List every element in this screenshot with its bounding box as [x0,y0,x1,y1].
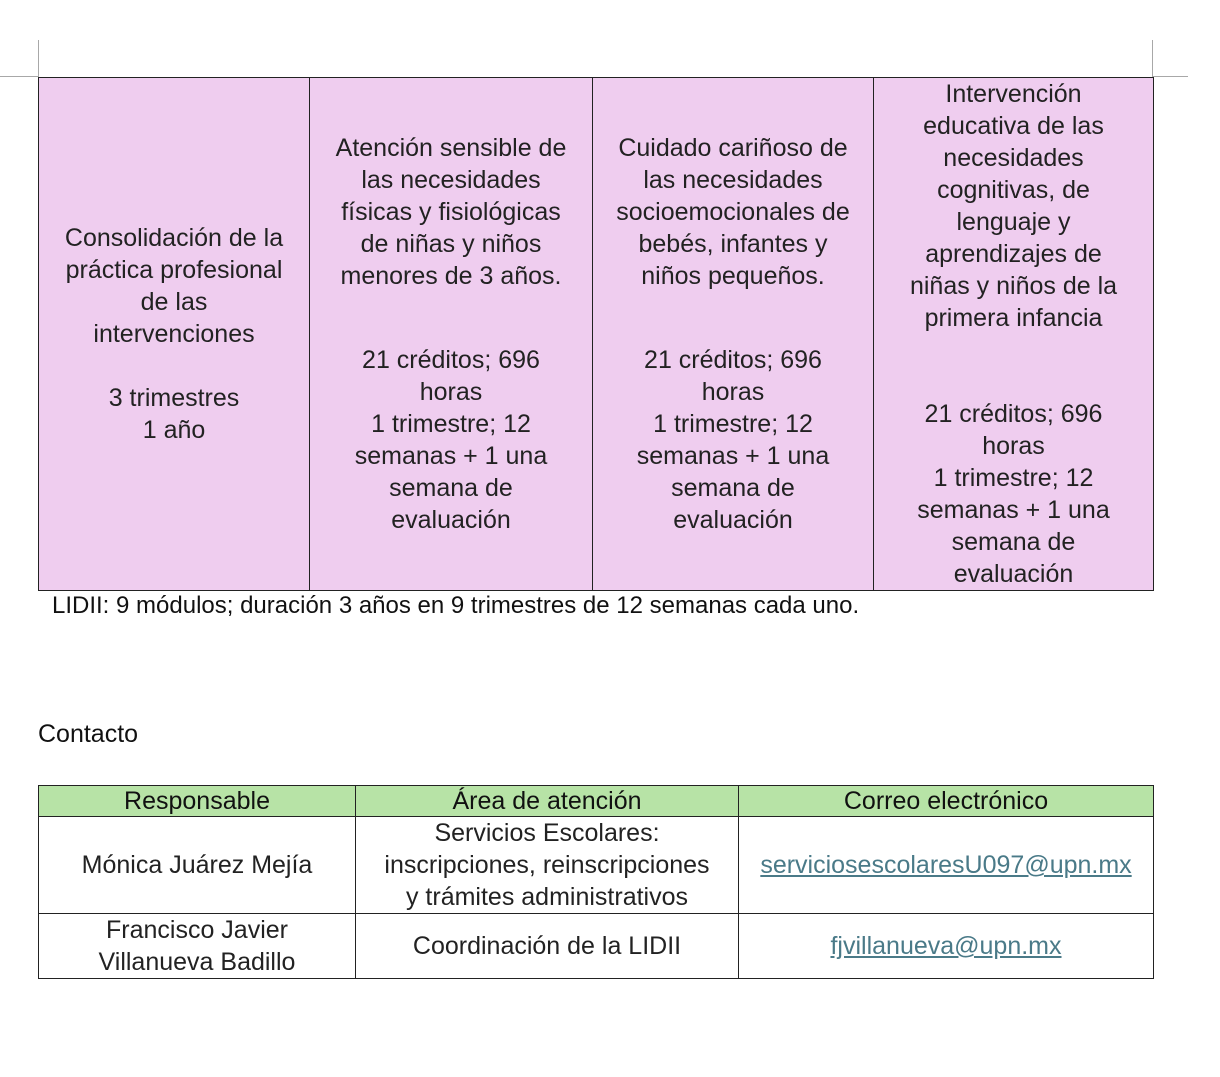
modules-row [39,78,1154,591]
column-header-email: Correo electrónico [739,786,1154,817]
module-title-line: de niñas y niños [360,230,542,258]
module-title-line: físicas y fisiológicas [341,198,561,226]
module-detail-line: 1 trimestre; 12 [653,410,813,438]
module-detail-line: 1 trimestre; 12 [371,410,531,438]
module-detail-line: horas [982,432,1045,460]
contact-name [39,914,356,979]
module-title-line: Intervención [945,80,1082,108]
contact-name-line: Mónica Juárez Mejía [81,851,313,879]
module-detail-line: 3 trimestres [108,384,240,412]
contact-email-cell [739,914,1154,979]
module-title-line: lenguaje y [956,208,1071,236]
program-summary: LIDII: 9 módulos; duración 3 años en 9 trimestres de 12 semanas cada uno. [52,592,860,619]
module-title-line: intervenciones [93,320,255,348]
module-title-line: Atención sensible de [335,134,567,162]
table-row [39,914,1154,979]
column-header-area: Área de atención [356,786,739,817]
contact-area [356,914,739,979]
module-detail-line: 21 créditos; 696 [924,400,1103,428]
column-header-responsable: Responsable [39,786,356,817]
module-cell [874,78,1154,591]
contact-heading: Contacto [38,720,139,748]
module-title-line: niñas y niños de la [909,272,1118,300]
contact-area-line: Coordinación de la LIDII [412,932,682,960]
module-title-line: las necesidades [643,166,823,194]
margin-mark [0,76,39,77]
margin-mark [38,40,39,77]
module-cell [39,78,310,591]
contact-header-row [39,786,1154,817]
contact-email-cell [739,817,1154,914]
module-title-line: educativa de las [923,112,1104,140]
module-detail-line: evaluación [391,506,511,534]
module-detail-line: 1 año [142,416,206,444]
margin-mark [1152,40,1153,77]
module-title-line: socioemocionales de [616,198,850,226]
module-detail-line: evaluación [673,506,793,534]
module-detail-line: semana de [951,528,1076,556]
module-title-line: niños pequeños. [641,262,825,290]
contact-area-line: inscripciones, reinscripciones [384,851,710,879]
email-link[interactable]: fjvillanueva@upn.mx [830,932,1062,960]
module-title-line: aprendizajes de [925,240,1102,268]
module-detail-line: semanas + 1 una [636,442,830,470]
contact-area-line: y trámites administrativos [405,883,689,911]
margin-mark [1152,76,1188,77]
contact-table [38,785,1154,979]
module-detail-line: evaluación [953,560,1074,588]
contact-name-line: Francisco Javier [106,916,288,944]
module-detail-line: 1 trimestre; 12 [933,464,1094,492]
module-title-line: Cuidado cariñoso de [618,134,848,162]
table-row [39,817,1154,914]
module-title-line: cognitivas, de [937,176,1090,204]
contact-area-line: Servicios Escolares: [434,819,660,847]
module-detail-line: horas [419,378,483,406]
module-detail-line: horas [701,378,765,406]
module-title-line: necesidades [943,144,1084,172]
module-title-line: Consolidación de la [64,224,284,252]
module-title-line: las necesidades [361,166,541,194]
contact-area [356,817,739,914]
module-title-line: de las [140,288,208,316]
module-title-line: bebés, infantes y [638,230,828,258]
module-title-line: primera infancia [924,304,1103,332]
module-detail-line: semana de [389,474,513,502]
module-detail-line: semana de [671,474,795,502]
modules-table [38,77,1154,591]
module-cell [310,78,593,591]
module-detail-line: semanas + 1 una [917,496,1110,524]
module-detail-line: 21 créditos; 696 [644,346,822,374]
module-cell [593,78,874,591]
module-detail-line: 21 créditos; 696 [362,346,540,374]
module-title-line: práctica profesional [65,256,283,284]
module-detail-line: semanas + 1 una [354,442,548,470]
contact-name [39,817,356,914]
module-title-line: menores de 3 años. [340,262,562,290]
email-link[interactable]: serviciosescolaresU097@upn.mx [760,851,1132,879]
contact-name-line: Villanueva Badillo [98,948,296,976]
